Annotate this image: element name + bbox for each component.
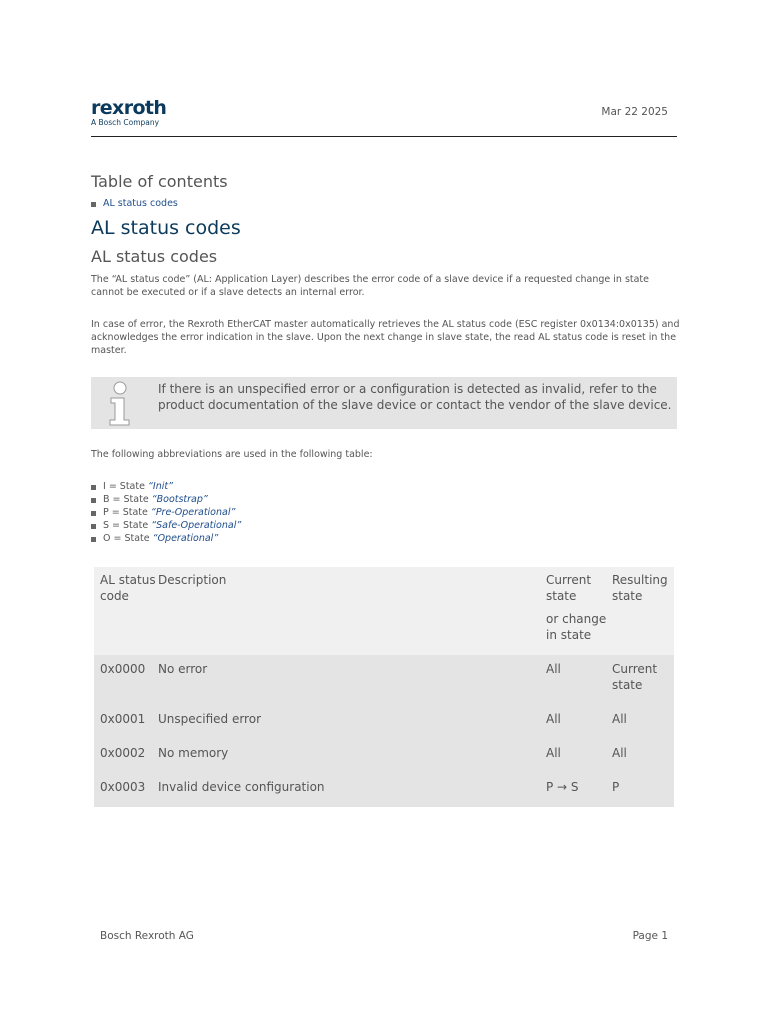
intro-paragraph: The “AL status code” (AL: Application Layer) describes the error code of a slave device if a requested change in state cannot be executed or if a slave detects an internal error. xyxy=(91,274,650,298)
abbreviations-intro: The following abbreviations are used in the following table: xyxy=(91,449,373,460)
abbreviation-item xyxy=(91,480,241,493)
table-header xyxy=(94,567,674,655)
header-al-status-code: AL status code xyxy=(100,573,156,603)
cell-code: 0x0002 xyxy=(100,746,146,760)
footer-page-number: Page 1 xyxy=(632,930,668,942)
cell-code: 0x0001 xyxy=(100,712,146,726)
cell-current-state: All xyxy=(546,746,561,760)
toc-link-al-status-codes[interactable]: AL status codes xyxy=(91,197,178,210)
header-current-state-label: Current state xyxy=(546,573,592,603)
cell-resulting-state: All xyxy=(612,712,627,726)
abbreviation-prefix: P = State xyxy=(103,507,151,518)
header-current-state xyxy=(546,567,612,655)
table-row xyxy=(94,655,674,706)
chapter-heading: AL status codes xyxy=(91,217,241,239)
cell-current-state: All xyxy=(546,712,561,726)
table-header-row xyxy=(94,567,674,655)
abbreviation-prefix: I = State xyxy=(103,481,148,492)
footer-company: Bosch Rexroth AG xyxy=(100,930,194,942)
cell-description: Unspecified error xyxy=(158,712,261,726)
toc-list xyxy=(91,197,178,210)
logo-tagline: A Bosch Company xyxy=(91,118,160,127)
document-date: Mar 22 2025 xyxy=(601,106,668,118)
cell-current-state: P → S xyxy=(546,780,579,794)
abbreviation-item xyxy=(91,519,241,532)
header-current-state-sub: or change in state xyxy=(546,612,607,642)
info-note-text: If there is an unspecified error or a configuration is detected as invalid, refer to the product documentation of the slave device or contact the vendor of the slave device. xyxy=(158,382,672,412)
al-status-code-table xyxy=(94,567,674,807)
abbreviation-item xyxy=(91,506,241,519)
error-handling-paragraph: In case of error, the Rexroth EtherCAT master automatically retrieves the AL status code (ESC register 0x0134:0x0135) and acknowledges the error indication in the slave. Upon the next change in slave state, the read AL status code is reset in the master. xyxy=(91,319,680,356)
state-link-operational[interactable]: “Operational” xyxy=(152,533,219,544)
section-heading: AL status codes xyxy=(91,247,218,266)
state-link-safe-operational[interactable]: “Safe-Operational” xyxy=(151,520,242,531)
info-note xyxy=(91,377,677,429)
cell-resulting-state: All xyxy=(612,746,627,760)
header-description: Description xyxy=(158,573,227,587)
abbreviation-item xyxy=(91,493,241,506)
cell-resulting-state: Current state xyxy=(612,662,658,692)
logo-wordmark: rexroth xyxy=(91,97,167,119)
abbreviation-prefix: S = State xyxy=(103,520,152,531)
abbreviation-list xyxy=(91,480,241,545)
abbreviation-item xyxy=(91,532,241,545)
toc-title: Table of contents xyxy=(91,172,228,191)
state-link-pre-operational[interactable]: “Pre-Operational” xyxy=(150,507,236,518)
cell-description: No memory xyxy=(158,746,229,760)
cell-current-state: All xyxy=(546,662,561,676)
rexroth-logo xyxy=(91,99,166,127)
table-row xyxy=(94,706,674,740)
header-resulting-state: Resulting state xyxy=(612,573,668,603)
info-icon xyxy=(106,380,134,426)
table-body xyxy=(94,655,674,807)
state-link-init[interactable]: “Init” xyxy=(147,481,173,492)
cell-code: 0x0000 xyxy=(100,662,146,676)
cell-code: 0x0003 xyxy=(100,780,146,794)
cell-description: Invalid device configuration xyxy=(158,780,325,794)
table-row xyxy=(94,740,674,774)
abbreviation-prefix: O = State xyxy=(103,533,153,544)
cell-resulting-state: P xyxy=(612,780,620,794)
abbreviation-prefix: B = State xyxy=(103,494,152,505)
state-link-bootstrap[interactable]: “Bootstrap” xyxy=(151,494,208,505)
header-divider xyxy=(91,136,677,137)
cell-description: No error xyxy=(158,662,208,676)
table-row xyxy=(94,774,674,807)
